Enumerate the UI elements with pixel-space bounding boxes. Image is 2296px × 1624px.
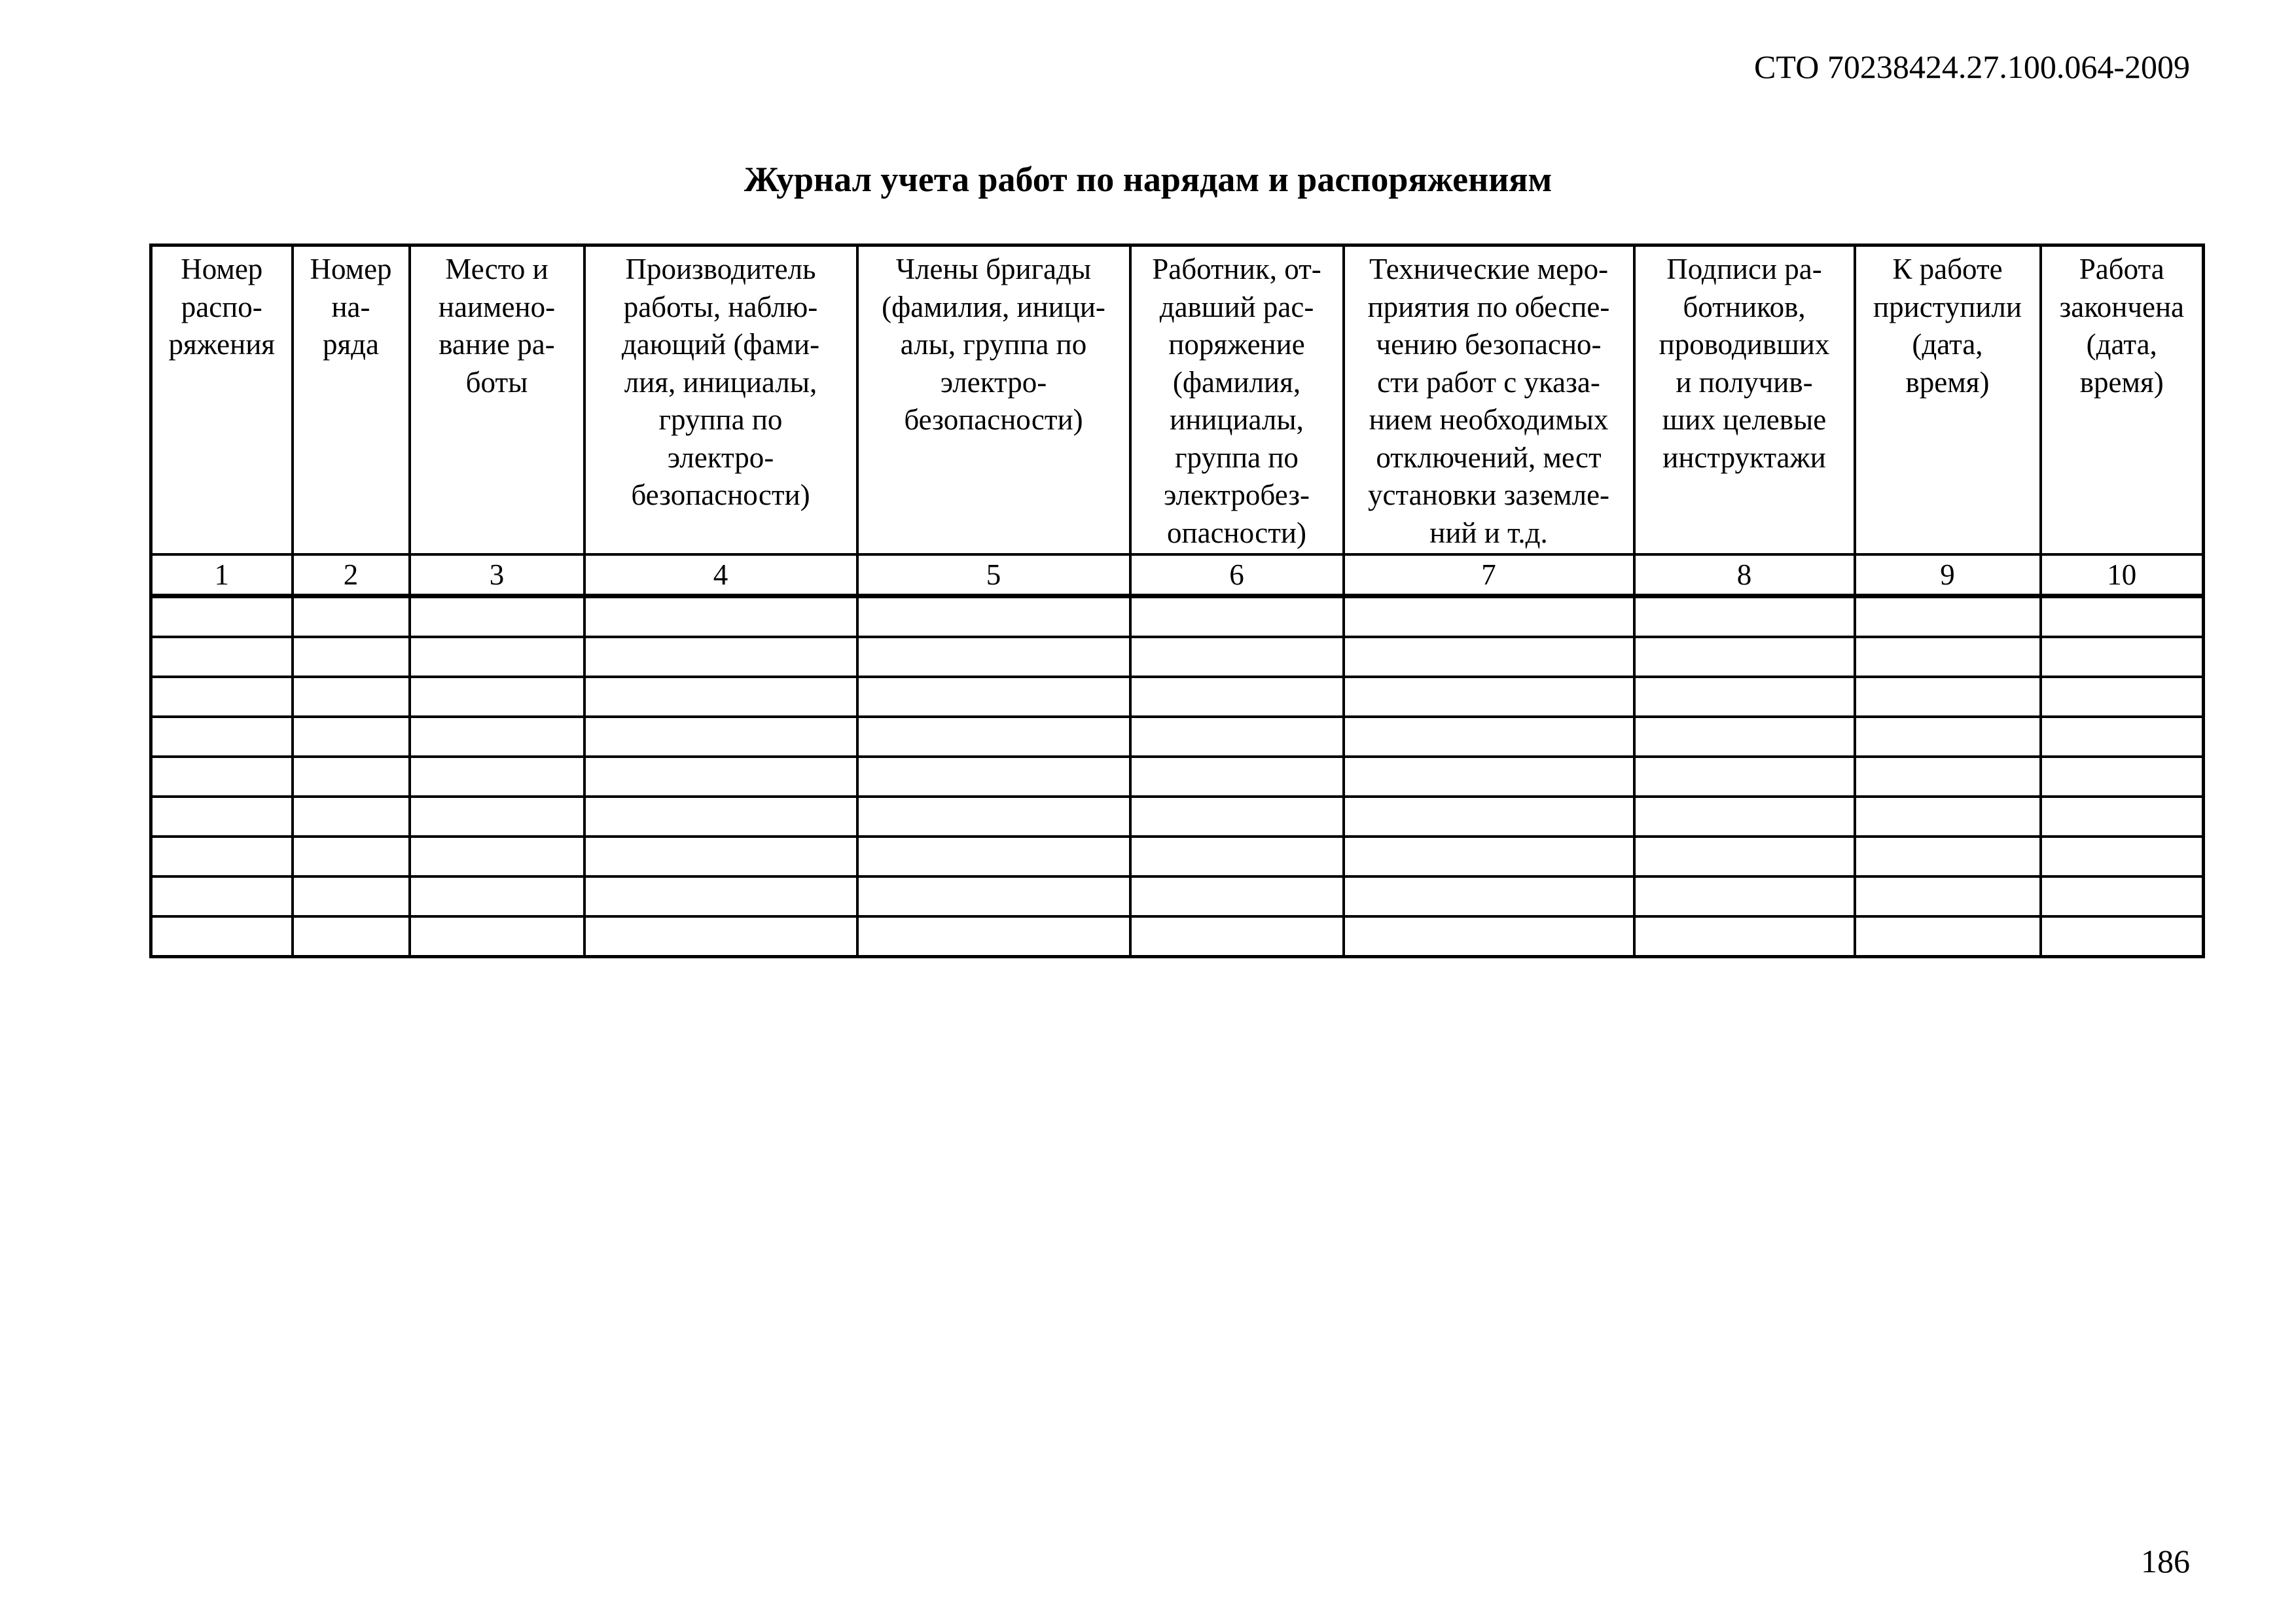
column-header-line: поряжение [1168,328,1305,361]
table-row [151,637,2204,677]
table-cell [2041,837,2204,876]
column-header-line: Работник, от- [1152,253,1321,285]
table-cell [1855,596,2041,638]
table-cell [293,717,410,757]
table-cell [293,876,410,916]
table-cell [151,596,293,638]
table-row [151,876,2204,916]
table-cell [1634,916,1855,957]
column-header-line: ряжения [168,328,276,361]
table-cell [584,596,857,638]
table-cell [293,797,410,837]
column-header-line: опасности) [1167,516,1306,549]
column-header-line: инициалы, [1170,403,1304,436]
table-cell [410,677,584,717]
table-cell [151,876,293,916]
column-header-work-supervisor [584,245,857,555]
table-cell [410,596,584,638]
column-header-line: на- [331,290,370,323]
column-header-line: безопасности) [904,403,1083,436]
column-header-line: электро- [940,365,1047,399]
table-cell [151,757,293,797]
column-header-line: группа по [1175,441,1299,474]
table-cell [293,916,410,957]
column-number: 3 [410,554,584,596]
column-number: 8 [1634,554,1855,596]
table-cell [1855,757,2041,797]
column-number: 4 [584,554,857,596]
page-number: 186 [2141,1543,2190,1579]
table-cell [584,916,857,957]
table-cell [293,596,410,638]
table-cell [1855,876,2041,916]
table-cell [151,837,293,876]
column-header-issuer [1130,245,1344,555]
table-cell [1855,916,2041,957]
table-row [151,797,2204,837]
table-cell [2041,916,2204,957]
column-header-crew-members [857,245,1130,555]
column-header-line: Технические меро- [1369,253,1609,285]
column-header-permit-number [293,245,410,555]
table-cell [1130,677,1344,717]
table-cell [1130,596,1344,638]
column-header-line: К работе [1892,253,2003,285]
table-cell [410,637,584,677]
table-cell [2041,757,2204,797]
table-cell [293,757,410,797]
table-cell [1855,797,2041,837]
table-cell [1130,837,1344,876]
column-header-line: инструктажи [1662,441,1826,474]
table-cell [2041,637,2204,677]
table-row [151,717,2204,757]
table-cell [1130,797,1344,837]
column-header-line: (дата, [1912,328,1983,361]
table-cell [584,757,857,797]
column-number: 1 [151,554,293,596]
table-cell [1130,757,1344,797]
table-cell [410,876,584,916]
column-header-line: лия, инициалы, [624,365,817,399]
column-header-line: алы, группа по [900,328,1087,361]
column-header-line: (фамилия, иници- [882,290,1105,323]
table-cell [1344,596,1634,638]
table-cell [1634,637,1855,677]
table-cell [151,677,293,717]
table-cell [293,837,410,876]
page-title: Журнал учета работ по нарядам и распоряжениям [744,160,1552,199]
table-row [151,757,2204,797]
column-header-line: работы, наблю- [623,290,818,323]
table-cell [1344,916,1634,957]
table-cell [1634,717,1855,757]
table-cell [1130,876,1344,916]
column-header-line: дающий (фами- [621,328,820,361]
table-cell [1634,596,1855,638]
column-header-line: ний и т.д. [1429,516,1548,549]
table-cell [1855,677,2041,717]
table-cell [584,637,857,677]
table-cell [1634,797,1855,837]
column-header-line: Подписи ра- [1666,253,1822,285]
column-header-line: нием необходимых [1369,403,1609,436]
column-header-order-number [151,245,293,555]
table-cell [584,677,857,717]
column-header-line: время) [2079,365,2164,399]
column-header-line: электробез- [1163,478,1310,511]
table-cell [2041,797,2204,837]
column-header-line: Номер [310,253,392,285]
column-header-work-place [410,245,584,555]
column-header-line: наимено- [438,290,556,323]
table-cell [410,757,584,797]
table-cell [151,717,293,757]
table-cell [584,797,857,837]
table-cell [1130,717,1344,757]
column-header-line: Номер [181,253,263,285]
column-number: 9 [1855,554,2041,596]
table-cell [151,916,293,957]
table-cell [1855,717,2041,757]
column-header-safety-measures [1344,245,1634,555]
table-cell [410,837,584,876]
table-cell [151,797,293,837]
column-header-line: (фамилия, [1172,365,1301,399]
table-cell [857,596,1130,638]
column-header-line: время) [1905,365,1990,399]
journal-table [149,244,2205,958]
table-cell [1344,717,1634,757]
table-cell [1344,757,1634,797]
column-number: 2 [293,554,410,596]
table-cell [1634,677,1855,717]
column-header-line: сти работ с указа- [1377,365,1600,399]
column-header-line: приятия по обеспе- [1367,290,1610,323]
column-number: 5 [857,554,1130,596]
table-cell [2041,717,2204,757]
column-header-line: боты [465,365,528,399]
table-cell [2041,677,2204,717]
column-header-line: проводивших [1659,328,1830,361]
table-cell [857,677,1130,717]
column-header-line: Место и [445,253,548,285]
table-cell [1344,677,1634,717]
table-cell [151,637,293,677]
column-header-line: установки заземле- [1367,478,1610,511]
table-cell [410,797,584,837]
table-row [151,837,2204,876]
table-cell [584,876,857,916]
document-code: СТО 70238424.27.100.064-2009 [1754,48,2190,85]
table-row [151,916,2204,957]
table-cell [1344,876,1634,916]
table-cell [584,837,857,876]
table-cell [1130,916,1344,957]
table-cell [857,797,1130,837]
column-header-line: Производитель [625,253,816,285]
table-cell [1634,876,1855,916]
table-cell [1855,837,2041,876]
column-header-line: ших целевые [1662,403,1827,436]
column-number: 6 [1130,554,1344,596]
column-header-line: группа по [658,403,783,436]
column-header-line: ряда [322,328,380,361]
column-header-line: электро- [667,441,774,474]
column-header-line: и получив- [1676,365,1813,399]
table-cell [857,837,1130,876]
column-header-line: ботников, [1683,290,1806,323]
column-number-row [151,554,2204,596]
header-row [151,245,2204,555]
column-number: 10 [2041,554,2204,596]
column-header-line: чению безопасно- [1376,328,1602,361]
column-header-line: Члены бригады [895,253,1092,285]
column-header-line: давший рас- [1159,290,1314,323]
table-cell [1634,757,1855,797]
column-header-line: вание ра- [439,328,555,361]
table-cell [1344,837,1634,876]
table-cell [293,637,410,677]
column-number: 7 [1344,554,1634,596]
table-row [151,677,2204,717]
table-cell [857,637,1130,677]
table-cell [857,717,1130,757]
table-row [151,596,2204,638]
table-cell [293,677,410,717]
table-cell [1130,637,1344,677]
column-header-work-started [1855,245,2041,555]
table-cell [410,717,584,757]
column-header-line: безопасности) [631,478,810,511]
table-cell [410,916,584,957]
column-header-line: отключений, мест [1376,441,1602,474]
table-cell [2041,596,2204,638]
table-cell [2041,876,2204,916]
column-header-line: (дата, [2086,328,2157,361]
table-cell [857,876,1130,916]
column-header-line: закончена [2059,290,2185,323]
table-cell [1855,637,2041,677]
column-header-work-finished [2041,245,2204,555]
table-cell [1344,797,1634,837]
column-header-briefing-signatures [1634,245,1855,555]
column-header-line: распо- [181,290,262,323]
column-header-line: приступили [1873,290,2022,323]
column-header-line: Работа [2079,253,2164,285]
table-cell [857,916,1130,957]
table-cell [1634,837,1855,876]
table-cell [584,717,857,757]
table-cell [1344,637,1634,677]
table-cell [857,757,1130,797]
